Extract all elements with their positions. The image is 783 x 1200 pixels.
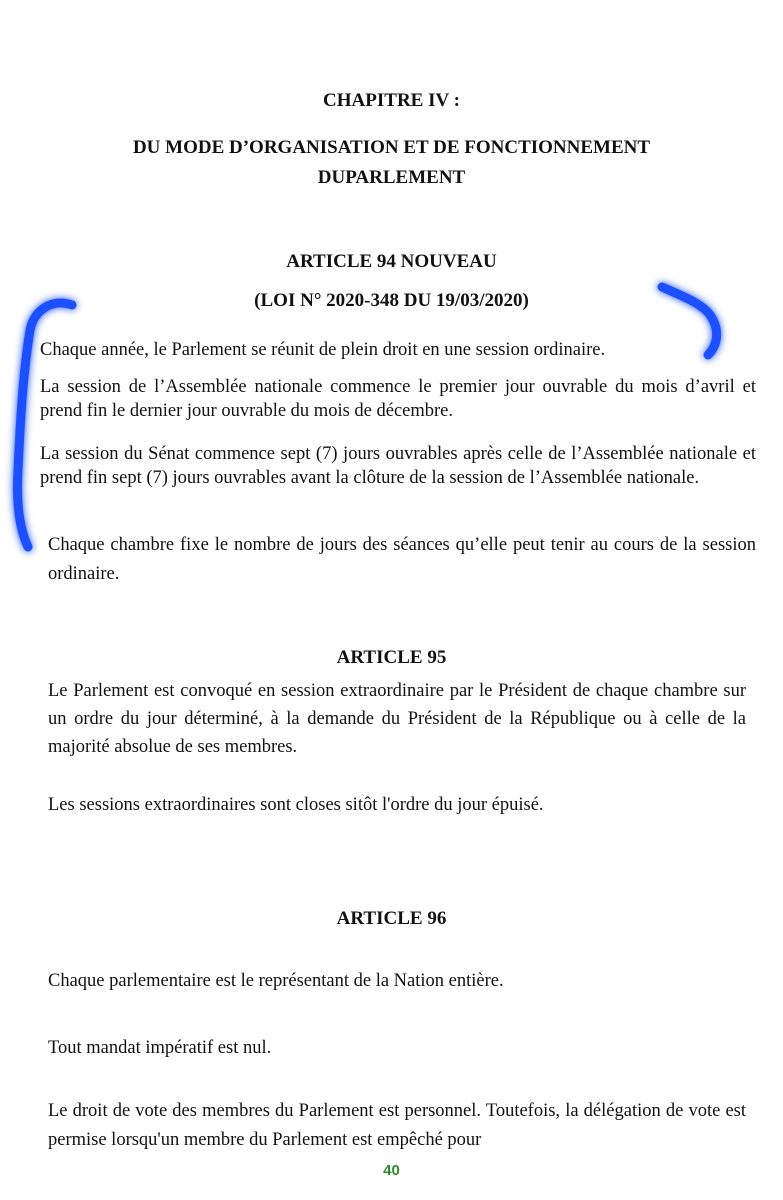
page-number: 40 <box>383 1162 400 1179</box>
chapter-subtitle-line1: DU MODE D’ORGANISATION ET DE FONCTIONNEMENT <box>132 137 651 158</box>
article-94-paragraph-1: Chaque année, le Parlement se réunit de plein droit en une session ordinaire. <box>40 340 606 360</box>
article-94-paragraph-4: Chaque chambre fixe le nombre de jours des séances qu’elle peut tenir au cours de la session ordinaire. <box>48 535 756 584</box>
chapter-subtitle-line2: DUPARLEMENT <box>317 167 466 188</box>
article-94-paragraph-2: La session de l’Assemblée nationale commence le premier jour ouvrable du mois d’avril et prend fin le dernier jour ouvrable du mois de décembre. <box>40 377 756 421</box>
article-95-paragraph-2: Les sessions extraordinaires sont closes sitôt l'ordre du jour épuisé. <box>48 795 544 815</box>
article-94-paragraph-3: La session du Sénat commence sept (7) jours ouvrables après celle de l’Assemblée nationale et prend fin sept (7) jours ouvrables avant la clôture de la session de l’Assemblée nationale. <box>40 444 756 488</box>
article-96-paragraph-2: Tout mandat impératif est nul. <box>48 1038 272 1058</box>
article-96-paragraph-1: Chaque parlementaire est le représentant de la Nation entière. <box>48 971 504 991</box>
chapter-title: CHAPITRE IV : <box>323 90 460 111</box>
article-96-paragraph-3: Le droit de vote des membres du Parlement est personnel. Toutefois, la délégation de vote est permise lorsqu'un membre du Parlement est empêché pour <box>48 1101 746 1150</box>
article-95-paragraph-1: Le Parlement est convoqué en session extraordinaire par le Président de chaque chambre sur un ordre du jour déterminé, à la demande du Président de la République ou à celle de la majorité absolue de ses membres. <box>48 681 746 757</box>
article-94-law-reference: (LOI N° 2020-348 DU 19/03/2020) <box>254 290 529 311</box>
article-95-title: ARTICLE 95 <box>336 647 447 668</box>
article-94-title: ARTICLE 94 NOUVEAU <box>286 251 497 272</box>
article-96-title: ARTICLE 96 <box>336 908 447 929</box>
